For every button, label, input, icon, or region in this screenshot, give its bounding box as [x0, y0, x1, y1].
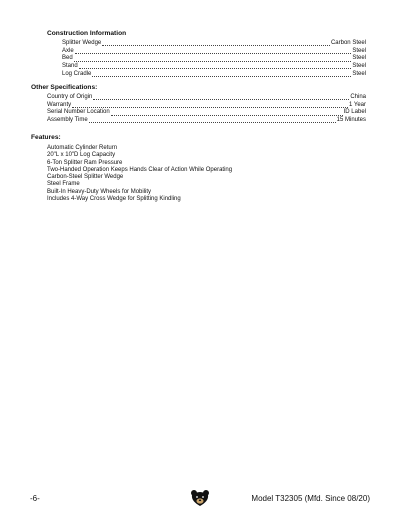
- list-item: Built-In Heavy-Duty Wheels for Mobility: [47, 188, 152, 195]
- construction-list: [62, 40, 366, 78]
- other-specs-heading: Other Specifications:: [31, 84, 98, 91]
- list-item: Two-Handed Operation Keeps Hands Clear of Action While Operating: [47, 166, 233, 173]
- construction-heading: Construction Information: [47, 30, 127, 37]
- list-item: Includes 4-Way Cross Wedge for Splitting Kindling: [47, 196, 181, 203]
- features-heading: Features:: [31, 134, 61, 141]
- list-item: 20"L x 10"D Log Capacity: [47, 152, 116, 159]
- spec-row: Log Cradle Steel: [62, 70, 366, 77]
- list-item: Automatic Cylinder Return: [47, 145, 118, 151]
- spec-row: Bed Steel: [62, 55, 366, 62]
- model-label: Model T32305 (Mfd. Since 08/20): [251, 494, 370, 503]
- bear-head-icon: [190, 489, 210, 507]
- spec-row: Warranty 1 Year: [47, 101, 366, 108]
- spec-row: Serial Number Location ID Label: [47, 109, 366, 116]
- features-list: [47, 145, 232, 203]
- other-specs-list: [47, 94, 366, 125]
- list-item: Steel Frame: [47, 181, 80, 188]
- spec-row: Assembly Time 15 Minutes: [47, 117, 366, 124]
- list-item: 6-Ton Splitter Ram Pressure: [47, 159, 123, 166]
- page-number: -6-: [30, 494, 40, 503]
- spec-row: Country of Origin China: [47, 94, 366, 100]
- spec-row: Splitter Wedge Carbon Steel: [62, 40, 366, 46]
- spec-row: Axle Steel: [62, 47, 366, 54]
- list-item: Carbon-Steel Splitter Wedge: [47, 174, 124, 181]
- spec-row: Stand Steel: [62, 63, 366, 70]
